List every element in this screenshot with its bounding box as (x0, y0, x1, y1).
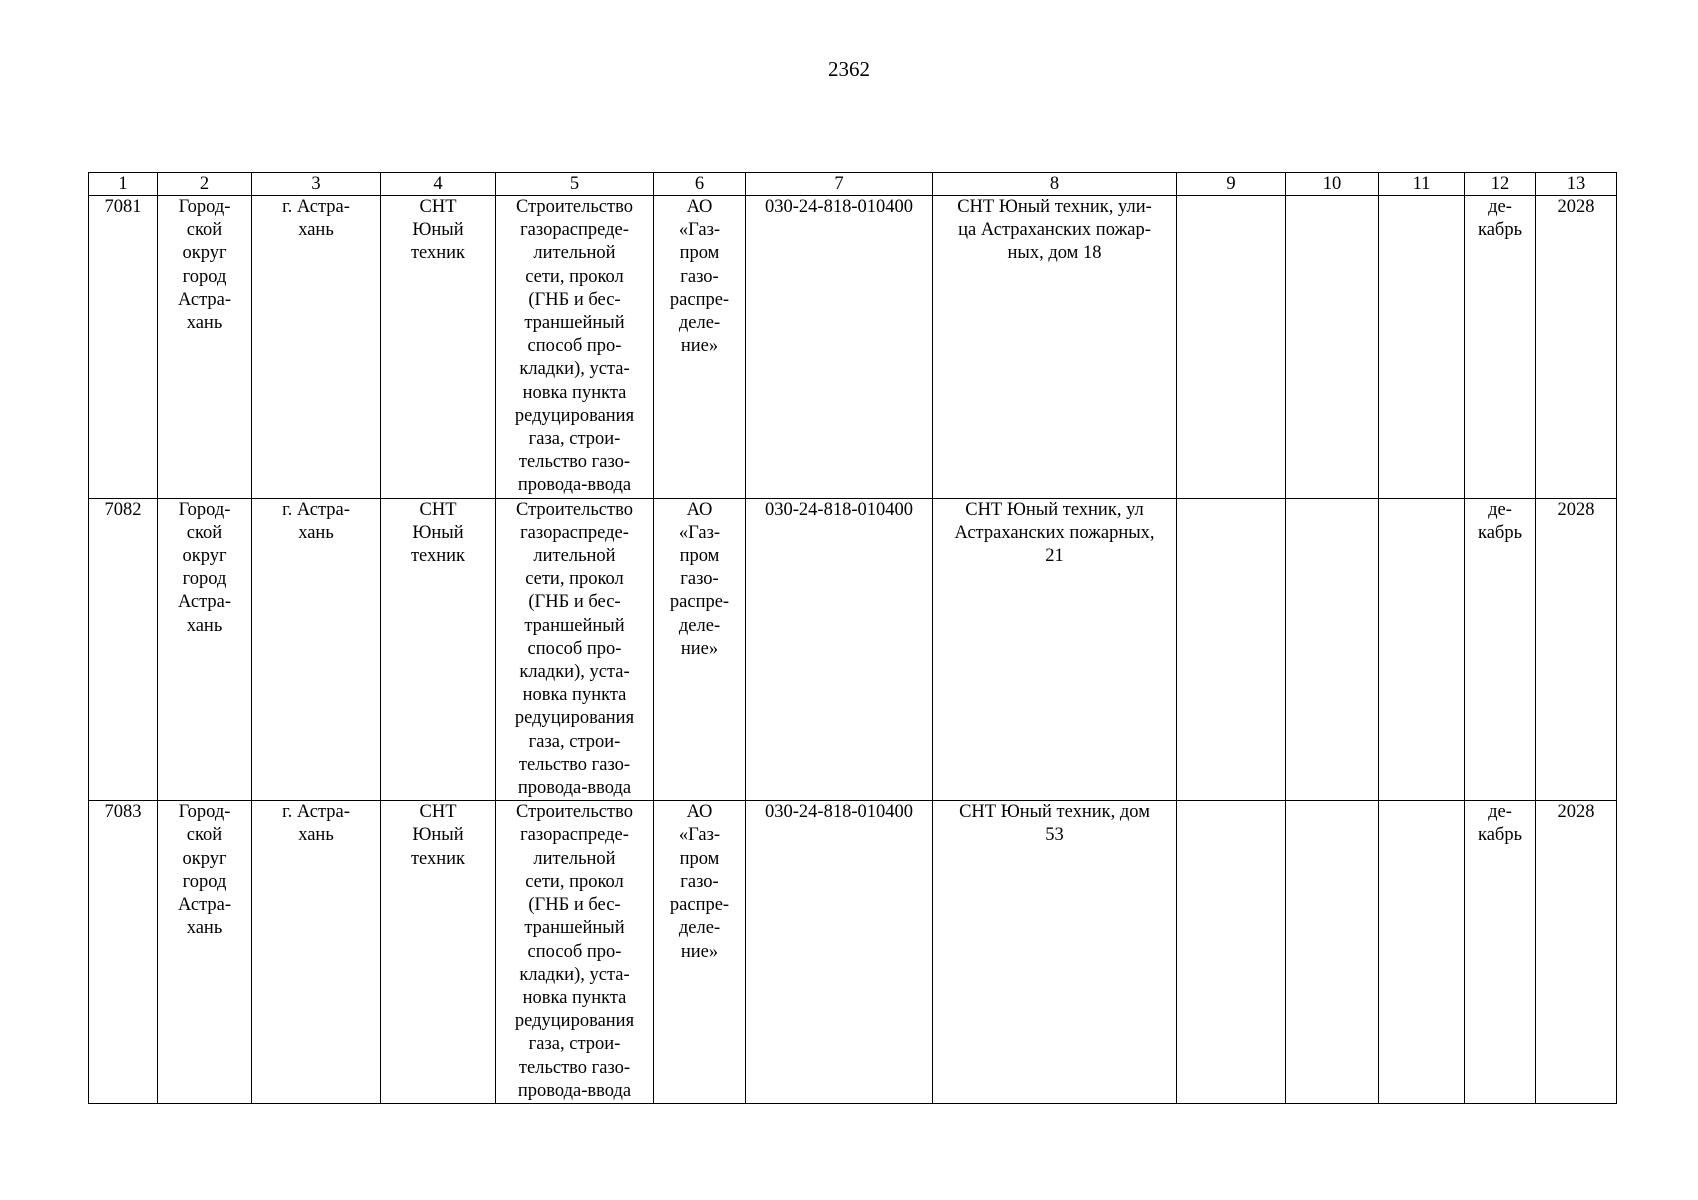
column-number-row (89, 173, 1617, 196)
code-cell: 030-24-818-010400 (746, 196, 933, 499)
row-number-cell: 7083 (89, 801, 158, 1104)
address-cell: СНТ Юный техник, ули- ца Астраханских пожар- ных, дом 18 (933, 196, 1177, 499)
address-cell: СНТ Юный техник, дом 53 (933, 801, 1177, 1104)
month-cell: де- кабрь (1465, 196, 1536, 499)
locality-cell: СНТ Юный техник (381, 801, 496, 1104)
empty-cell (1286, 498, 1379, 801)
table-row (89, 498, 1617, 801)
municipality-cell: Город- ской округ город Астра- хань (158, 498, 252, 801)
column-number: 7 (746, 173, 933, 196)
code-cell: 030-24-818-010400 (746, 498, 933, 801)
work-description-cell: Строительство газораспреде- лительной сети, прокол (ГНБ и бес- траншейный способ про- кладки), уста- новка пункта редуцирования газа, строи- тельство газо- провода-ввода (496, 196, 654, 499)
empty-cell (1177, 801, 1286, 1104)
organization-cell: АО «Газ- пром газо- распре- деле- ние» (654, 498, 746, 801)
month-cell: де- кабрь (1465, 498, 1536, 801)
table-row (89, 801, 1617, 1104)
empty-cell (1177, 498, 1286, 801)
column-number: 1 (89, 173, 158, 196)
column-number: 5 (496, 173, 654, 196)
month-cell: де- кабрь (1465, 801, 1536, 1104)
empty-cell (1286, 801, 1379, 1104)
column-number: 6 (654, 173, 746, 196)
page-number: 2362 (828, 57, 870, 81)
settlement-cell: г. Астра- хань (252, 498, 381, 801)
year-cell: 2028 (1536, 801, 1617, 1104)
organization-cell: АО «Газ- пром газо- распре- деле- ние» (654, 196, 746, 499)
table-row (89, 196, 1617, 499)
settlement-cell: г. Астра- хань (252, 196, 381, 499)
settlement-cell: г. Астра- хань (252, 801, 381, 1104)
empty-cell (1177, 196, 1286, 499)
register-table (88, 172, 1617, 1104)
year-cell: 2028 (1536, 196, 1617, 499)
locality-cell: СНТ Юный техник (381, 196, 496, 499)
row-number-cell: 7082 (89, 498, 158, 801)
column-number: 9 (1177, 173, 1286, 196)
municipality-cell: Город- ской округ город Астра- хань (158, 801, 252, 1104)
address-cell: СНТ Юный техник, ул Астраханских пожарных, 21 (933, 498, 1177, 801)
column-number: 12 (1465, 173, 1536, 196)
empty-cell (1379, 196, 1465, 499)
year-cell: 2028 (1536, 498, 1617, 801)
column-number: 2 (158, 173, 252, 196)
municipality-cell: Город- ской округ город Астра- хань (158, 196, 252, 499)
empty-cell (1286, 196, 1379, 499)
organization-cell: АО «Газ- пром газо- распре- деле- ние» (654, 801, 746, 1104)
empty-cell (1379, 498, 1465, 801)
work-description-cell: Строительство газораспреде- лительной сети, прокол (ГНБ и бес- траншейный способ про- кладки), уста- новка пункта редуцирования газа, строи- тельство газо- провода-ввода (496, 498, 654, 801)
column-number: 11 (1379, 173, 1465, 196)
work-description-cell: Строительство газораспреде- лительной сети, прокол (ГНБ и бес- траншейный способ про- кладки), уста- новка пункта редуцирования газа, строи- тельство газо- провода-ввода (496, 801, 654, 1104)
column-number: 8 (933, 173, 1177, 196)
column-number: 3 (252, 173, 381, 196)
row-number-cell: 7081 (89, 196, 158, 499)
column-number: 10 (1286, 173, 1379, 196)
empty-cell (1379, 801, 1465, 1104)
locality-cell: СНТ Юный техник (381, 498, 496, 801)
column-number: 4 (381, 173, 496, 196)
code-cell: 030-24-818-010400 (746, 801, 933, 1104)
column-number: 13 (1536, 173, 1617, 196)
